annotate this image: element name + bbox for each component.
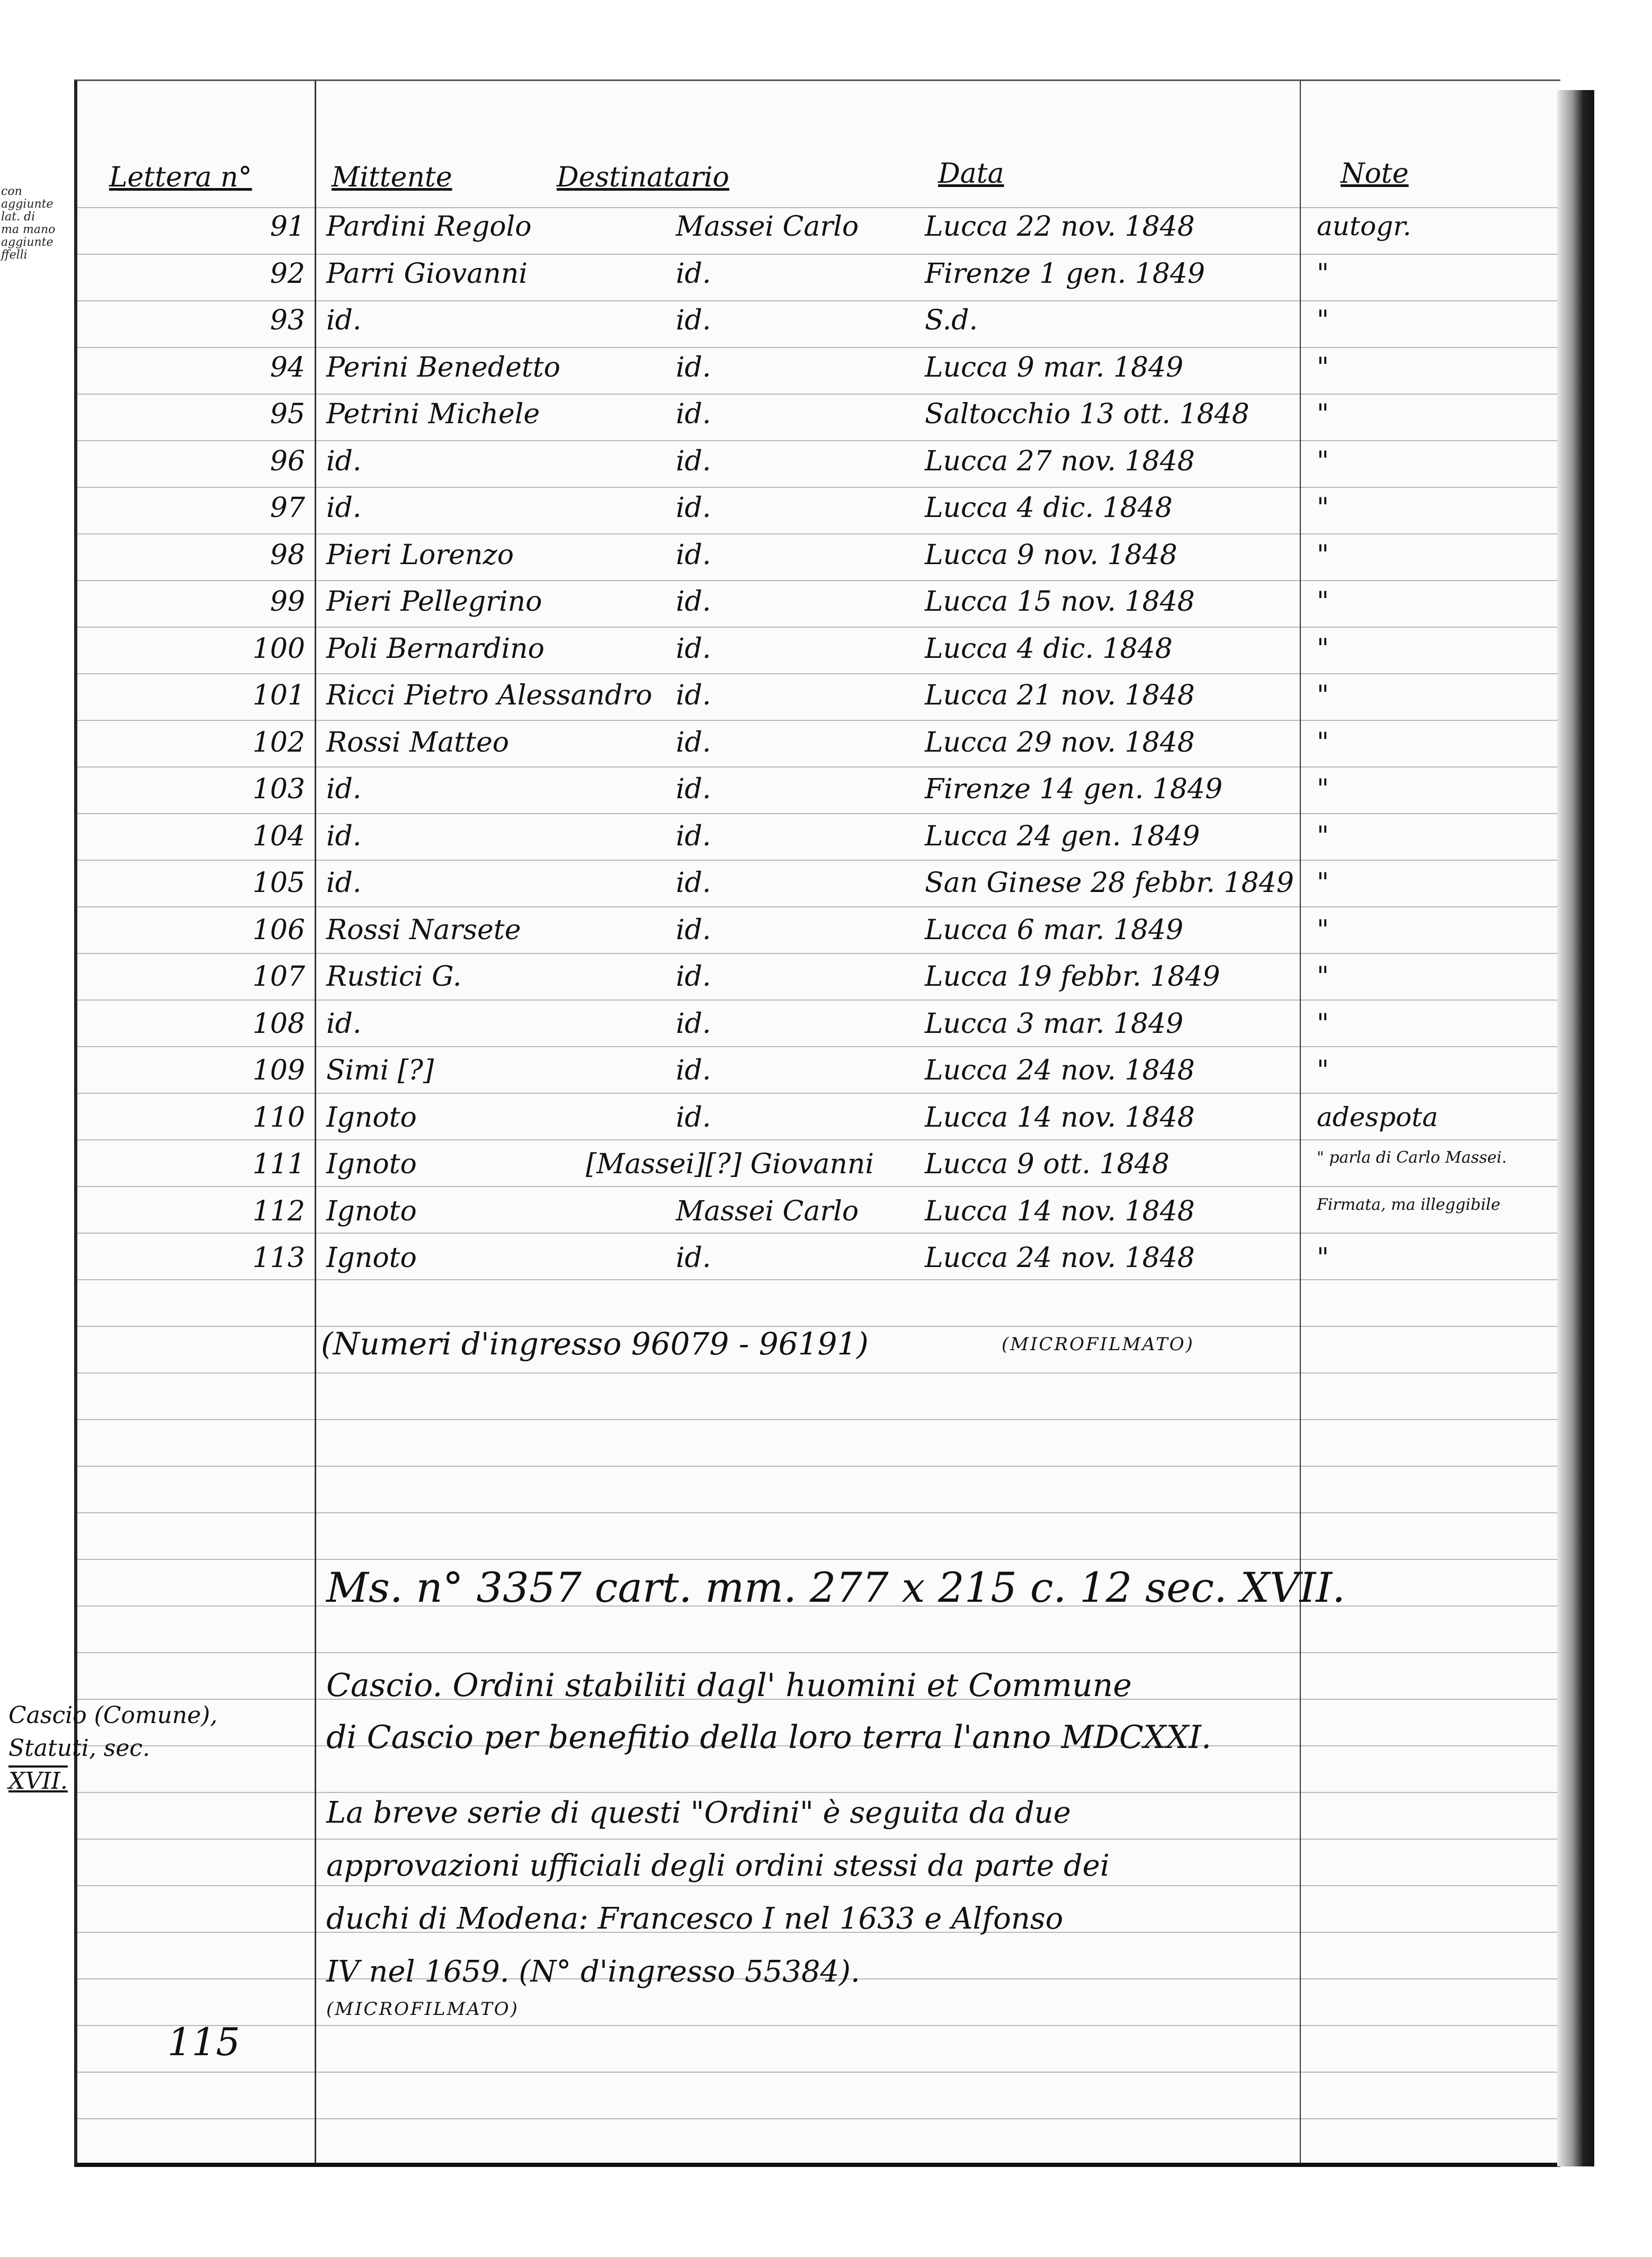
- note-line: IV nel 1659. (N° d'ingresso 55384).: [326, 1955, 860, 1989]
- note-cell: ": [1317, 492, 1329, 523]
- table-row: [77, 1190, 1560, 1238]
- date-cell: S.d.: [925, 305, 978, 336]
- table-row: [77, 299, 1560, 347]
- note-cell: Firmata, ma illeggibile: [1317, 1195, 1501, 1214]
- recipient-cell: id.: [676, 867, 711, 899]
- note-cell: autogr.: [1317, 211, 1412, 242]
- note-cell: ": [1317, 773, 1329, 804]
- letter-number-cell: 97: [270, 492, 305, 524]
- note-cell: " parla di Carlo Massei.: [1317, 1148, 1507, 1167]
- table-row: [77, 581, 1560, 628]
- date-cell: Lucca 14 nov. 1848: [925, 1195, 1195, 1227]
- date-cell: Lucca 29 nov. 1848: [925, 726, 1195, 759]
- letter-number-cell: 103: [252, 773, 305, 805]
- letter-number-cell: 96: [270, 445, 305, 477]
- left-margin-note-line: lat. di: [1, 210, 35, 224]
- sender-cell: Parri Giovanni: [326, 257, 528, 290]
- note-cell: ": [1317, 914, 1329, 945]
- table-row: [77, 487, 1560, 534]
- recipient-cell: Massei Carlo: [676, 1195, 859, 1227]
- ruled-line: [77, 2072, 1560, 2073]
- note-cell: adespota: [1317, 1101, 1439, 1132]
- recipient-cell: id.: [676, 1055, 711, 1086]
- ruled-line: [77, 1419, 1560, 1420]
- left-margin-note-line: con aggiunte: [1, 185, 53, 211]
- manuscript-note: [326, 1787, 1359, 1999]
- letter-number-cell: 112: [252, 1195, 305, 1227]
- recipient-cell: id.: [676, 492, 711, 524]
- subject-line: XVII.: [8, 1768, 68, 1795]
- recipient-cell: id.: [676, 1101, 711, 1134]
- table-row: [77, 206, 1560, 253]
- date-cell: Lucca 9 ott. 1848: [925, 1148, 1169, 1180]
- sender-cell: id.: [326, 773, 362, 805]
- letter-number-cell: 101: [252, 680, 305, 711]
- date-cell: Lucca 4 dic. 1848: [925, 632, 1173, 665]
- table-row: [77, 956, 1560, 1003]
- left-margin-note-line: aggiunte: [1, 236, 53, 249]
- sender-cell: Pieri Lorenzo: [326, 539, 514, 571]
- ruled-line: [77, 1466, 1560, 1467]
- note-cell: ": [1317, 867, 1329, 898]
- sender-cell: id.: [326, 492, 362, 524]
- sender-cell: id.: [326, 820, 362, 852]
- date-cell: Lucca 4 dic. 1848: [925, 492, 1173, 524]
- recipient-cell: id.: [676, 820, 711, 852]
- letter-number-cell: 111: [252, 1148, 305, 1180]
- ruled-line: [77, 1372, 1560, 1373]
- header-date: Data: [938, 158, 1004, 190]
- note-cell: ": [1317, 351, 1329, 382]
- table-row: [77, 253, 1560, 300]
- recipient-cell: id.: [676, 773, 711, 805]
- ruled-line: [77, 1652, 1560, 1653]
- recipient-cell: id.: [676, 257, 711, 290]
- sender-cell: Ignoto: [326, 1148, 417, 1180]
- header-sender: Mittente: [332, 162, 452, 193]
- sender-cell: id.: [326, 445, 362, 477]
- sender-cell: id.: [326, 1007, 362, 1040]
- date-cell: Lucca 14 nov. 1848: [925, 1101, 1195, 1134]
- table-row: [77, 1237, 1560, 1284]
- letter-number-cell: 108: [252, 1007, 305, 1040]
- table-row: [77, 1003, 1560, 1050]
- table-row: [77, 393, 1560, 441]
- recipient-cell: id.: [676, 726, 711, 759]
- header-letter-no: Lettera n°: [109, 162, 252, 193]
- letter-number-cell: 102: [252, 726, 305, 759]
- date-cell: Saltocchio 13 ott. 1848: [925, 398, 1249, 430]
- note-cell: ": [1317, 961, 1329, 992]
- sender-cell: Rustici G.: [326, 961, 462, 993]
- subject-margin-note: [8, 1699, 242, 1798]
- note-cell: ": [1317, 1055, 1329, 1085]
- header-notes: Note: [1341, 158, 1409, 190]
- sender-cell: id.: [326, 867, 362, 899]
- recipient-cell: id.: [676, 398, 711, 430]
- sender-cell: Ignoto: [326, 1101, 417, 1134]
- date-cell: Lucca 6 mar. 1849: [925, 914, 1184, 946]
- table-row: [77, 628, 1560, 675]
- date-cell: Lucca 24 gen. 1849: [925, 820, 1200, 852]
- recipient-cell: id.: [676, 586, 711, 618]
- table-row: [77, 534, 1560, 582]
- ruled-line: [77, 1559, 1560, 1560]
- note-cell: ": [1317, 820, 1329, 851]
- recipient-cell: id.: [676, 1242, 711, 1274]
- sender-cell: Rossi Matteo: [326, 726, 510, 759]
- note-cell: ": [1317, 1007, 1329, 1039]
- recipient-cell: id.: [676, 1007, 711, 1040]
- recipient-cell: id.: [676, 305, 711, 336]
- subject-line: Statuti, sec.: [8, 1735, 150, 1762]
- sender-cell: Ignoto: [326, 1242, 417, 1274]
- date-cell: Firenze 1 gen. 1849: [925, 257, 1205, 290]
- table-row: [77, 721, 1560, 769]
- ruled-line: [77, 2025, 1560, 2026]
- date-cell: Lucca 21 nov. 1848: [925, 680, 1195, 711]
- note-cell: ": [1317, 1242, 1329, 1273]
- note-cell: ": [1317, 257, 1329, 289]
- table-row: [77, 440, 1560, 488]
- recipient-cell: [Massei][?] Giovanni: [586, 1148, 874, 1180]
- date-cell: San Ginese 28 febbr. 1849: [925, 867, 1294, 899]
- table-row: [77, 768, 1560, 816]
- recipient-cell: id.: [676, 914, 711, 946]
- recipient-cell: id.: [676, 351, 711, 383]
- subject-line: Cascio (Comune),: [8, 1702, 218, 1729]
- table-row: [77, 1096, 1560, 1144]
- recipient-cell: id.: [676, 445, 711, 477]
- table-row: [77, 346, 1560, 394]
- letter-number-cell: 91: [270, 211, 305, 243]
- table-row: [77, 862, 1560, 909]
- sender-cell: Pardini Regolo: [326, 211, 532, 243]
- page-number: 115: [167, 2020, 240, 2064]
- sender-cell: Perini Benedetto: [326, 351, 560, 383]
- note-cell: ": [1317, 445, 1329, 476]
- date-cell: Lucca 24 nov. 1848: [925, 1055, 1195, 1086]
- note-cell: ": [1317, 726, 1329, 757]
- sender-cell: Poli Bernardino: [326, 632, 544, 665]
- description-line: di Cascio per benefitio della loro terra l'anno MDCXXI.: [326, 1719, 1212, 1756]
- letter-number-cell: 98: [270, 539, 305, 571]
- note-cell: ": [1317, 632, 1329, 664]
- table-row: [77, 1143, 1560, 1191]
- sender-cell: id.: [326, 305, 362, 336]
- letter-number-cell: 106: [252, 914, 305, 946]
- table-row: [77, 815, 1560, 863]
- letter-number-cell: 94: [270, 351, 305, 383]
- letter-number-cell: 105: [252, 867, 305, 899]
- note-cell: ": [1317, 398, 1329, 429]
- table-row: [77, 1049, 1560, 1097]
- microfilm-label-2: (MICROFILMATO): [326, 1999, 519, 2020]
- letter-number-cell: 92: [270, 257, 305, 290]
- entry-numbers: (Numeri d'ingresso 96079 - 96191): [321, 1326, 869, 1362]
- description-line: Cascio. Ordini stabiliti dagl' huomini et Commune: [326, 1667, 1132, 1704]
- sender-cell: Rossi Narsete: [326, 914, 521, 946]
- note-line: approvazioni ufficiali degli ordini stessi da parte dei: [326, 1849, 1110, 1883]
- ruled-line: [77, 1512, 1560, 1513]
- date-cell: Lucca 3 mar. 1849: [925, 1007, 1184, 1040]
- recipient-cell: id.: [676, 680, 711, 711]
- letter-number-cell: 95: [270, 398, 305, 430]
- left-margin-note-line: ffelli: [1, 248, 28, 262]
- note-cell: ": [1317, 539, 1329, 570]
- date-cell: Lucca 24 nov. 1848: [925, 1242, 1195, 1274]
- sender-cell: Ricci Pietro Alessandro: [326, 680, 653, 711]
- letter-number-cell: 110: [252, 1101, 305, 1134]
- recipient-cell: Massei Carlo: [676, 211, 859, 243]
- date-cell: Lucca 22 nov. 1848: [925, 211, 1195, 243]
- letter-number-cell: 99: [270, 586, 305, 618]
- letter-number-cell: 93: [270, 305, 305, 336]
- date-cell: Lucca 9 nov. 1848: [925, 539, 1177, 571]
- note-line: duchi di Modena: Francesco I nel 1633 e Alfonso: [326, 1902, 1064, 1936]
- letter-number-cell: 104: [252, 820, 305, 852]
- note-cell: ": [1317, 680, 1329, 710]
- note-cell: ": [1317, 586, 1329, 617]
- date-cell: Lucca 9 mar. 1849: [925, 351, 1184, 383]
- recipient-cell: id.: [676, 961, 711, 993]
- recipient-cell: id.: [676, 632, 711, 665]
- manuscript-title: Ms. n° 3357 cart. mm. 277 x 215 c. 12 sec. XVII.: [326, 1564, 1345, 1612]
- letter-number-cell: 113: [252, 1242, 305, 1274]
- date-cell: Lucca 27 nov. 1848: [925, 445, 1195, 477]
- sender-cell: Ignoto: [326, 1195, 417, 1227]
- letter-number-cell: 109: [252, 1055, 305, 1086]
- table-row: [77, 674, 1560, 722]
- left-margin-note-line: ma mano: [1, 223, 56, 236]
- date-cell: Lucca 15 nov. 1848: [925, 586, 1195, 618]
- ruled-line: [77, 2118, 1560, 2119]
- date-cell: Firenze 14 gen. 1849: [925, 773, 1223, 805]
- manuscript-description: [326, 1660, 1333, 1763]
- date-cell: Lucca 19 febbr. 1849: [925, 961, 1220, 993]
- sender-cell: Simi [?]: [326, 1055, 434, 1086]
- microfilm-label: (MICROFILMATO): [1002, 1334, 1194, 1355]
- note-line: La breve serie di questi "Ordini" è seguita da due: [326, 1796, 1071, 1830]
- header-recipient: Destinatario: [557, 162, 729, 193]
- scan-edge: [0, 0, 32, 2257]
- sender-cell: Petrini Michele: [326, 398, 540, 430]
- book-binding: [1557, 90, 1594, 2166]
- letter-number-cell: 107: [252, 961, 305, 993]
- letter-number-cell: 100: [252, 632, 305, 665]
- left-margin-note: [1, 185, 70, 262]
- note-cell: ": [1317, 305, 1329, 335]
- recipient-cell: id.: [676, 539, 711, 571]
- sender-cell: Pieri Pellegrino: [326, 586, 542, 618]
- table-row: [77, 909, 1560, 957]
